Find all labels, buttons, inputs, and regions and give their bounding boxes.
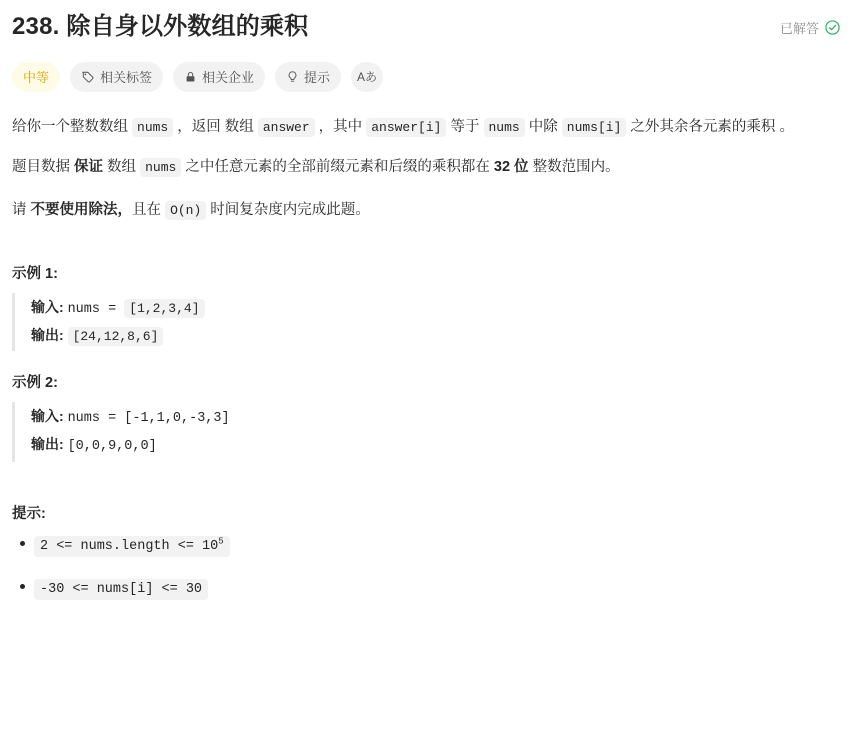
hint-button[interactable]	[275, 62, 341, 92]
lightbulb-icon	[286, 70, 299, 84]
constraint-code	[34, 579, 208, 600]
output-label: 输出:	[31, 327, 64, 343]
input-label: 输入:	[31, 408, 64, 425]
text-emphasis: 保证	[74, 159, 104, 176]
text-emphasis: 不要使用除法，	[30, 202, 133, 219]
difficulty-label: 中等	[23, 70, 50, 86]
text-fragment: 等于	[446, 118, 484, 135]
constraint-text: -30 <= nums[i] <= 30	[40, 581, 203, 597]
output-code: [24,12,8,6]	[68, 327, 164, 346]
description-paragraph-1	[12, 114, 840, 141]
constraints-title: 提示:	[12, 505, 46, 522]
inline-code: nums	[484, 118, 525, 137]
text-fragment: 请	[12, 202, 31, 219]
output-code: [0,0,9,0,0]	[67, 439, 157, 455]
example-1-input	[31, 295, 840, 323]
input-label: 输入:	[31, 299, 64, 316]
input-code: [1,2,3,4]	[124, 299, 204, 318]
lock-icon	[184, 70, 197, 84]
text-fragment: 之外其余各元素的乘积 。	[626, 118, 794, 135]
text-emphasis: 32 位	[493, 159, 529, 176]
text-fragment: 整数范围内。	[528, 159, 620, 176]
input-var: nums =	[67, 411, 125, 427]
example-2	[12, 371, 840, 462]
hint-label: 提示	[304, 70, 331, 86]
related-tags-label: 相关标签	[100, 70, 153, 86]
solved-label: 已解答	[779, 21, 819, 36]
example-2-block	[12, 402, 840, 462]
page-title: 238. 除自身以外数组的乘积	[12, 13, 309, 40]
description-paragraph-3	[12, 197, 840, 224]
constraints-section	[12, 502, 840, 600]
inline-code: O(n)	[165, 201, 206, 220]
text-fragment: 题目数据	[12, 159, 75, 176]
difficulty-badge[interactable]	[12, 62, 60, 92]
example-1-block	[12, 293, 840, 351]
title-row	[12, 10, 840, 44]
output-label: 输出:	[31, 436, 64, 453]
text-fragment: 之中任意元素的全部前缀元素和后缀的乘积都在	[181, 159, 494, 176]
example-2-output	[31, 432, 840, 460]
inline-code: nums	[140, 158, 181, 177]
constraint-exponent: 5	[218, 536, 224, 547]
constraint-text: 2 <= nums.length <= 10	[40, 538, 219, 554]
text-fragment: 时间复杂度内完成此题。	[206, 202, 370, 219]
related-companies-label: 相关企业	[202, 70, 255, 86]
meta-chips	[12, 62, 840, 92]
tag-icon	[81, 70, 95, 84]
inline-code: answer[i]	[366, 118, 446, 137]
input-code: [-1,1,0,-3,3]	[124, 411, 230, 427]
text-fragment: 且在	[132, 202, 166, 219]
example-2-title: 示例 2:	[12, 375, 58, 392]
text-fragment: 数组	[103, 159, 141, 176]
translate-icon: Aあ	[357, 70, 378, 85]
solved-status	[780, 10, 840, 37]
example-2-input	[31, 404, 840, 432]
related-tags-button[interactable]	[70, 62, 163, 92]
text-fragment: 给你一个整数数组	[12, 118, 133, 135]
inline-code: nums[i]	[562, 118, 627, 137]
description-paragraph-2	[12, 154, 840, 181]
example-1-title: 示例 1:	[12, 266, 58, 283]
input-var: nums =	[67, 302, 125, 318]
list-item	[34, 533, 840, 558]
list-item	[34, 576, 840, 601]
example-1	[12, 262, 840, 351]
text-fragment: ，返回 数组	[173, 118, 258, 135]
text-fragment: ，其中	[314, 118, 367, 135]
constraints-list	[12, 533, 840, 600]
translate-button[interactable]	[351, 62, 383, 92]
related-companies-button[interactable]	[173, 62, 265, 92]
inline-code: nums	[132, 118, 173, 137]
inline-code: answer	[258, 118, 315, 137]
constraint-code	[34, 536, 230, 557]
check-circle-icon	[825, 20, 840, 35]
example-1-output	[31, 323, 840, 349]
text-fragment: 中除	[524, 118, 562, 135]
